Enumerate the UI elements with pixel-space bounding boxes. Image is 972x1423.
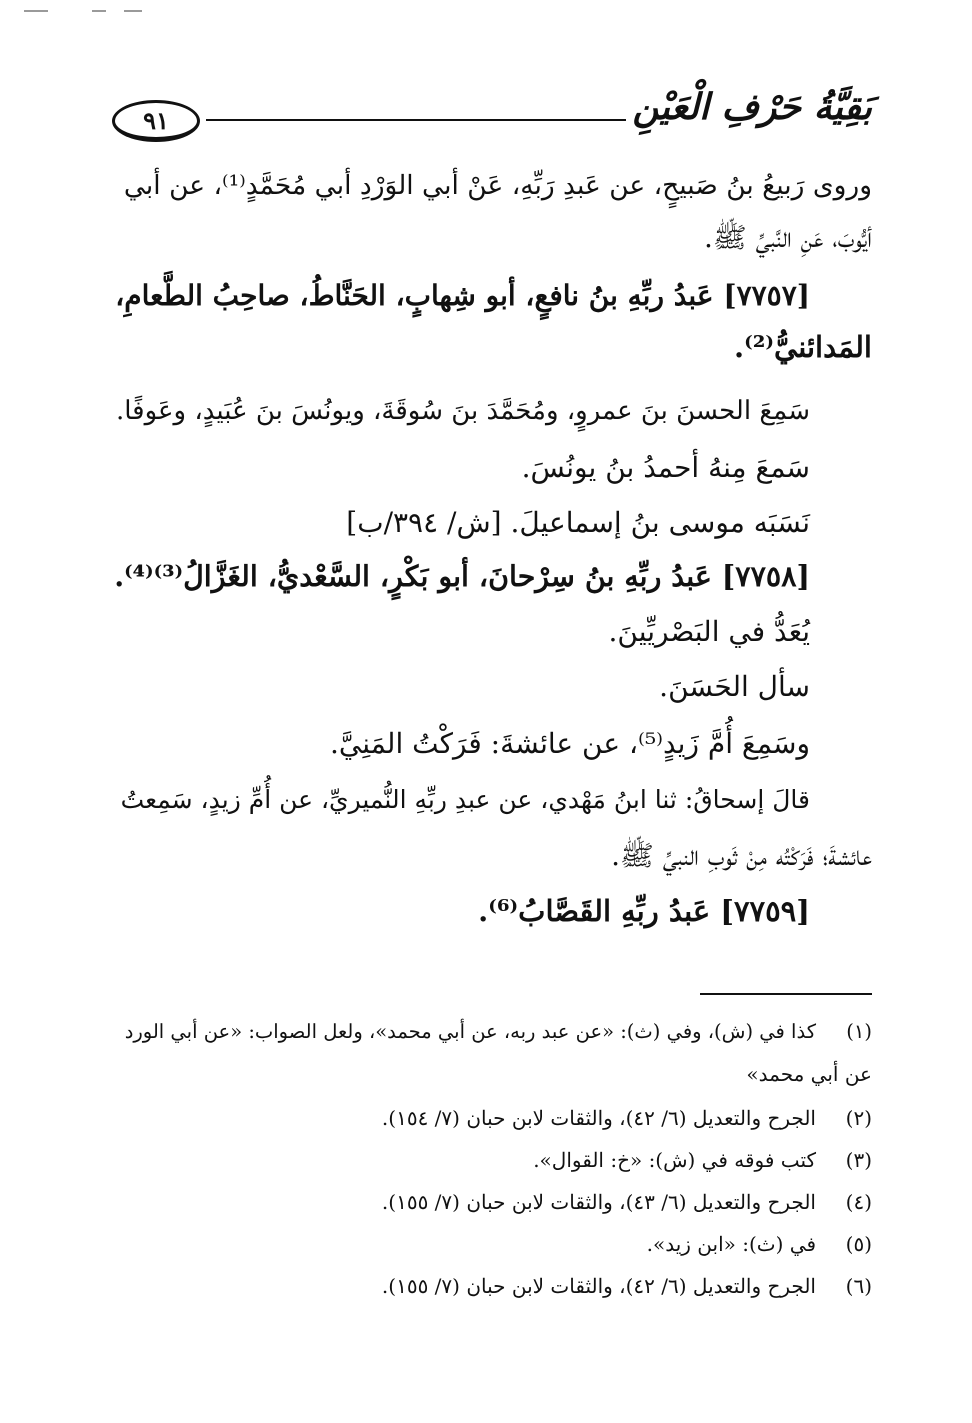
footnote-number: (٥) bbox=[845, 1232, 872, 1256]
text-line: نَسَبَه موسى بنُ إسماعيلَ. [ش/ ٣٩٤/ب] bbox=[346, 506, 810, 539]
header-rule bbox=[206, 119, 626, 121]
text-line: سَمعَ مِنهُ أحمدُ بنُ يونُسَ. bbox=[521, 451, 810, 484]
footnote-continuation: عن أبي محمد» bbox=[746, 1062, 872, 1086]
text-line: سَمِعَ الحسنَ بنَ عمروٍ، ومُحَمَّدَ بنَ سُوقَةَ، ويونُسَ بنَ عُبَيدٍ، وعَوفًا. bbox=[115, 396, 810, 426]
page-number: ٩١ bbox=[112, 100, 200, 142]
scan-mark bbox=[24, 10, 48, 12]
footnote-number: (٣) bbox=[845, 1148, 872, 1172]
text-line: وروى رَبيعُ بنُ صَبيحٍ، عن عَبدِ رَبِّهِ، عَنْ أبي الوَرْدِ أبي مُحَمَّدٍ⁽¹⁾، عن أبي bbox=[123, 170, 872, 201]
footnote bbox=[112, 1183, 872, 1221]
footnote-number: (٤) bbox=[845, 1190, 872, 1214]
scan-mark bbox=[92, 10, 106, 12]
text-line: عائشةَ؛ فَرَكْتُه مِنْ ثَوبِ النبيِّ ﷺ. bbox=[611, 839, 872, 872]
text-line: وسَمِعَ أُمَّ زَيدٍ⁽⁵⁾، عن عائشةَ: فَرَكْتُ المَنِيَّ. bbox=[330, 727, 810, 760]
footnote-number: (١) bbox=[846, 1020, 872, 1043]
footnote-text: في (ث): «ابن زيد». bbox=[646, 1232, 816, 1256]
running-title: بَقِيَّةُ حَرْفِ الْعَيْنِ bbox=[632, 86, 872, 128]
footnote bbox=[112, 1013, 872, 1051]
text-line: سأل الحَسَنَ. bbox=[659, 670, 810, 703]
footnote-text: كذا في (ش)، وفي (ث): «عن عبد ربه، عن أبي محمد»، ولعل الصواب: «عن أبي الورد bbox=[124, 1020, 816, 1043]
text-line: يُعَدُّ في البَصْريِّينَ. bbox=[608, 615, 810, 648]
footnote-number: (٢) bbox=[845, 1106, 872, 1130]
footnote bbox=[112, 1225, 872, 1263]
footnote-text: الجرح والتعديل (٦/ ٤٣)، والثقات لابن حبان (٧/ ١٥٥). bbox=[381, 1190, 816, 1214]
footnote-number: (٦) bbox=[845, 1274, 872, 1298]
text-line: أيُّوبَ، عَنِ النَّبيِّ ﷺ. bbox=[703, 221, 872, 254]
text-line: قالَ إسحاقُ: ثنا ابنُ مَهْدي، عن عبدِ ربِّهِ النُّميريِّ، عن أُمِّ زيدٍ، سَمِعتُ bbox=[120, 785, 810, 814]
footnote-separator bbox=[700, 993, 872, 995]
footnote bbox=[112, 1141, 872, 1179]
entry-heading: [٧٧٥٧] عَبدُ ربِّهِ بنُ نافعٍ، أبو شِهابٍ، الحَنَّاطُ، صاحِبُ الطَّعامِ، bbox=[115, 279, 810, 312]
entry-heading: المَدائنيُّ⁽²⁾. bbox=[733, 330, 872, 364]
footnote bbox=[112, 1099, 872, 1137]
footnote-text: الجرح والتعديل (٦/ ٤٢)، والثقات لابن حبان (٧/ ١٥٥). bbox=[381, 1274, 816, 1298]
page-header bbox=[112, 86, 872, 148]
footnote-text: كتب فوقه في (ش): «خ: القوال». bbox=[533, 1148, 816, 1172]
entry-heading: [٧٧٥٨] عَبدُ ربِّهِ بنُ سِرْحانَ، أبو بَكْرٍ، السَّعْديُّ، الغَزَّالُ⁽³⁾⁽⁴⁾. bbox=[114, 559, 810, 593]
footnote bbox=[112, 1267, 872, 1305]
scan-mark bbox=[124, 10, 142, 12]
footnote-text: الجرح والتعديل (٦/ ٤٢)، والثقات لابن حبان (٧/ ١٥٤). bbox=[381, 1106, 816, 1130]
entry-heading: [٧٧٥٩] عَبدُ ربِّهِ القَصَّابُ⁽⁶⁾. bbox=[478, 894, 810, 928]
